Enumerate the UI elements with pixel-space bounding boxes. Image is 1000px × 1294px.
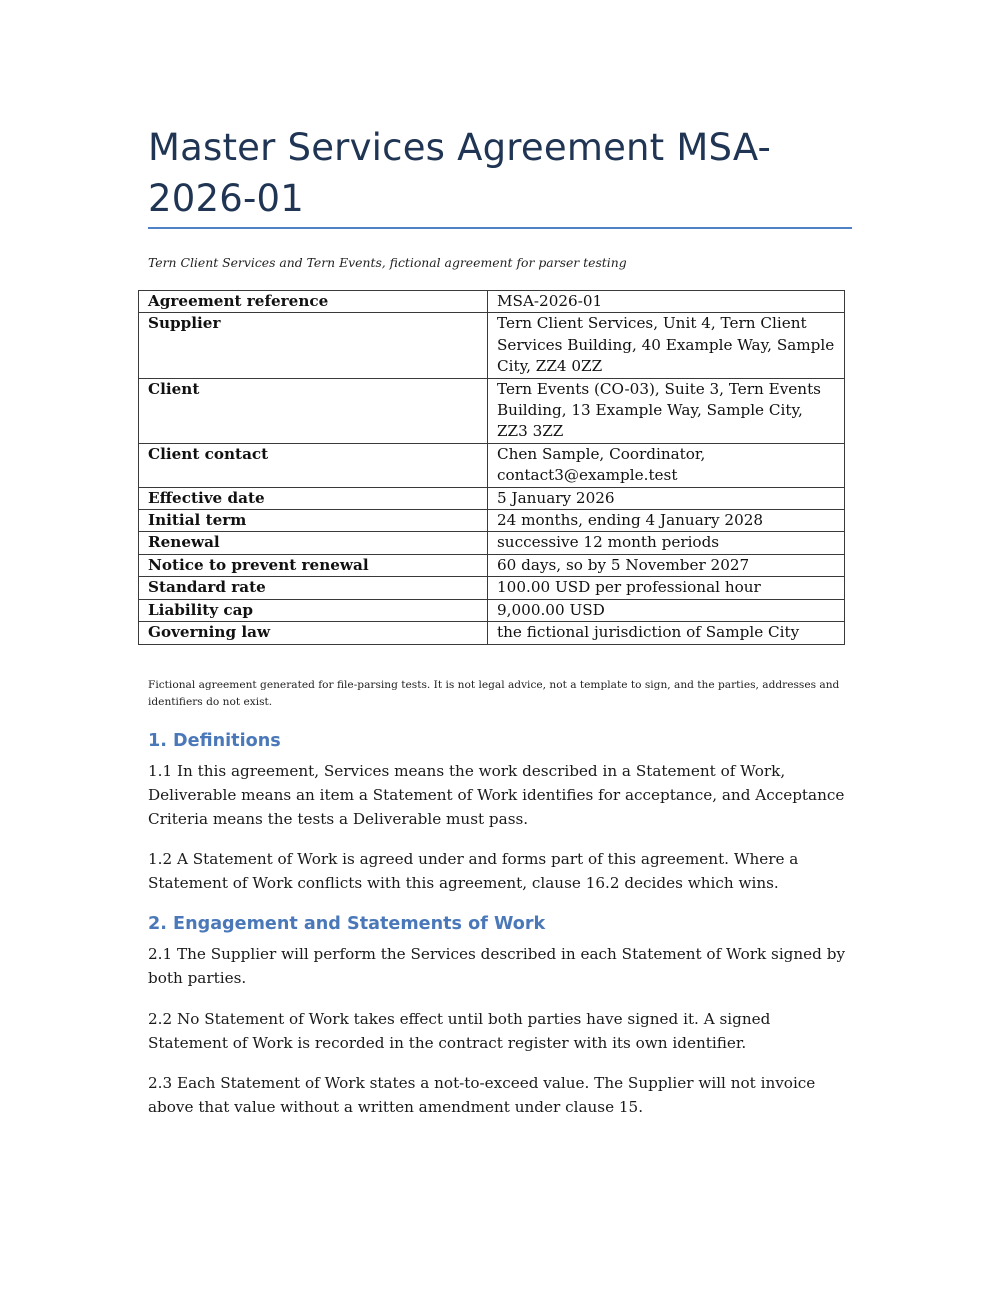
row-label: Standard rate <box>139 577 488 599</box>
row-label: Agreement reference <box>139 291 488 313</box>
row-value: the fictional jurisdiction of Sample City <box>488 622 845 644</box>
row-value: 60 days, so by 5 November 2027 <box>488 554 845 576</box>
row-label: Notice to prevent renewal <box>139 554 488 576</box>
row-value: Tern Client Services, Unit 4, Tern Client Services Building, 40 Example Way, Sample City, ZZ4 0ZZ <box>488 313 845 378</box>
table-row <box>139 378 845 443</box>
table-row <box>139 487 845 509</box>
row-label: Effective date <box>139 487 488 509</box>
document-subtitle: Tern Client Services and Tern Events, fictional agreement for parser testing <box>148 255 627 270</box>
clause-2-3: 2.3 Each Statement of Work states a not-to-exceed value. The Supplier will not invoice above that value without a written amendment under clause 15. <box>148 1074 816 1116</box>
table-row <box>139 443 845 487</box>
row-value: Tern Events (CO-03), Suite 3, Tern Events Building, 13 Example Way, Sample City, ZZ3 3ZZ <box>488 378 845 443</box>
table-row <box>139 510 845 532</box>
agreement-details-table <box>138 290 845 645</box>
clause-1-2: 1.2 A Statement of Work is agreed under and forms part of this agreement. Where a Statement of Work conflicts with this agreement, clause 16.2 decides which wins. <box>148 850 799 892</box>
row-label: Supplier <box>139 313 488 378</box>
table-row <box>139 291 845 313</box>
row-label: Governing law <box>139 622 488 644</box>
table-row <box>139 532 845 554</box>
row-label: Initial term <box>139 510 488 532</box>
table-row <box>139 577 845 599</box>
row-label: Renewal <box>139 532 488 554</box>
table-row <box>139 599 845 621</box>
row-label: Liability cap <box>139 599 488 621</box>
row-value: successive 12 month periods <box>488 532 845 554</box>
clause-2-1: 2.1 The Supplier will perform the Services described in each Statement of Work signed by both parties. <box>148 945 846 987</box>
document-title: Master Services Agreement MSA-2026-01 <box>148 126 772 220</box>
row-value: Chen Sample, Coordinator, contact3@example.test <box>488 443 845 487</box>
row-value: MSA-2026-01 <box>488 291 845 313</box>
row-value: 24 months, ending 4 January 2028 <box>488 510 845 532</box>
clause-1-1: 1.1 In this agreement, Services means the work described in a Statement of Work, Deliverable means an item a Statement of Work identifies for acceptance, and Acceptance Criteria means the tests a Deliverable must pass. <box>148 762 845 828</box>
row-value: 5 January 2026 <box>488 487 845 509</box>
row-label: Client contact <box>139 443 488 487</box>
section-heading-definitions: 1. Definitions <box>148 731 281 751</box>
table-row <box>139 313 845 378</box>
row-value: 100.00 USD per professional hour <box>488 577 845 599</box>
row-label: Client <box>139 378 488 443</box>
row-value: 9,000.00 USD <box>488 599 845 621</box>
title-underline <box>148 227 852 229</box>
disclaimer-note: Fictional agreement generated for file-parsing tests. It is not legal advice, not a template to sign, and the parties, addresses and identifiers do not exist. <box>148 679 840 708</box>
clause-2-2: 2.2 No Statement of Work takes effect until both parties have signed it. A signed Statement of Work is recorded in the contract register with its own identifier. <box>148 1010 771 1052</box>
table-row <box>139 554 845 576</box>
section-heading-engagement: 2. Engagement and Statements of Work <box>148 914 546 934</box>
table-row <box>139 622 845 644</box>
